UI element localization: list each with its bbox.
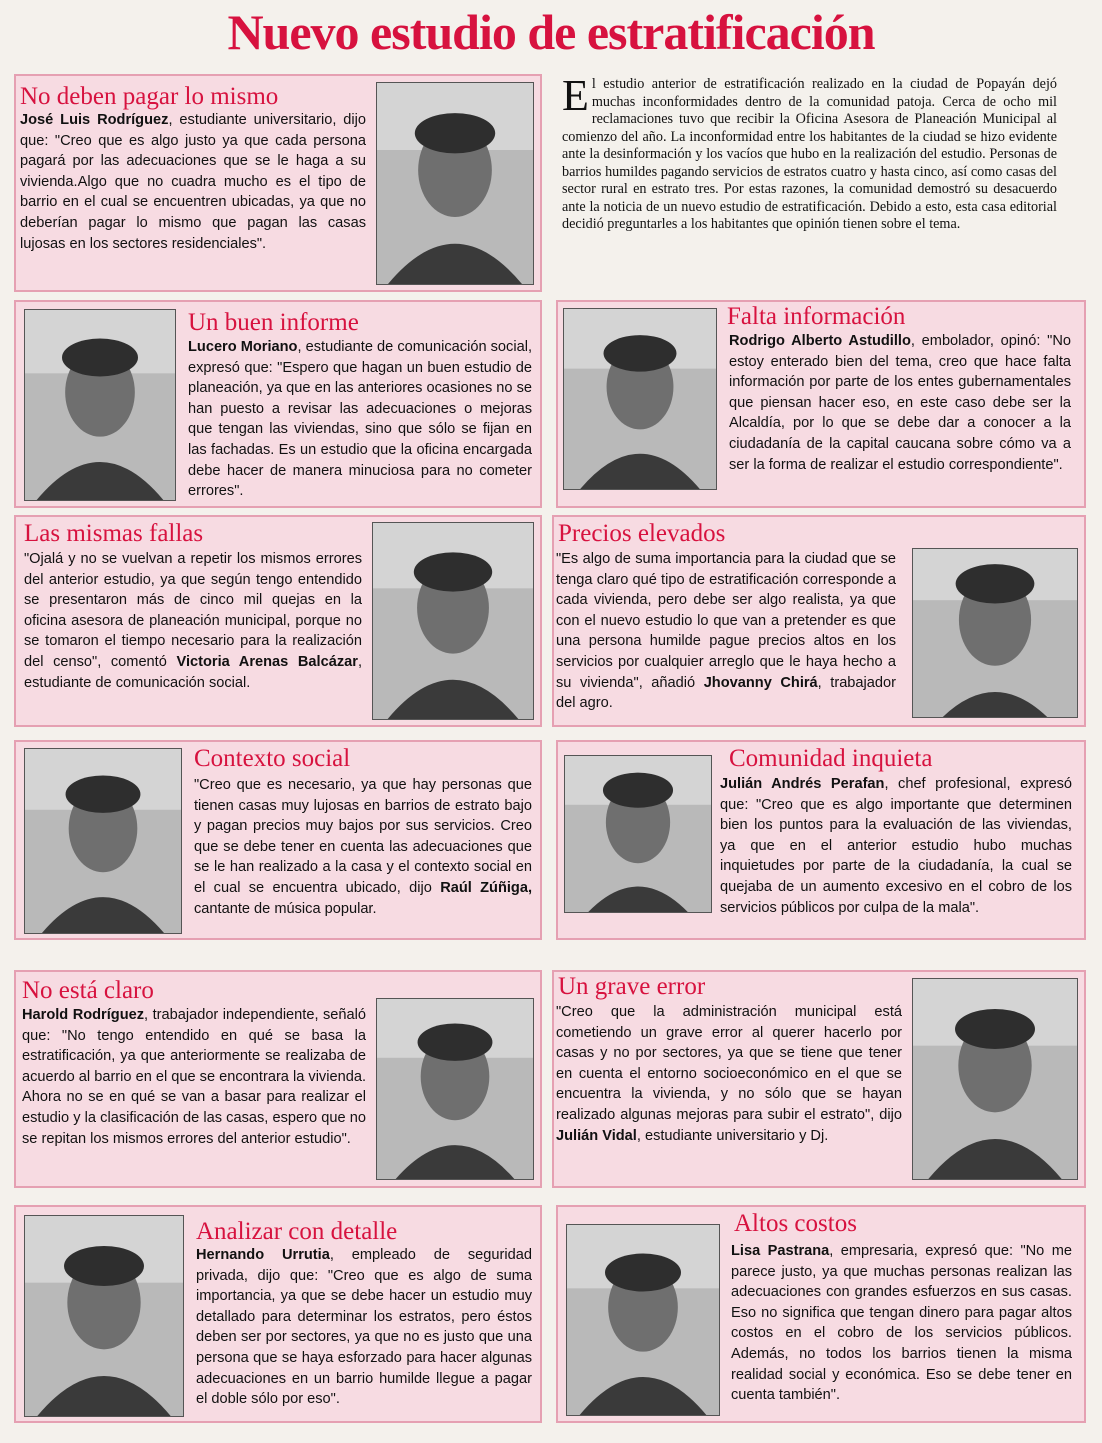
portrait-photo xyxy=(24,748,182,934)
person-name: Rodrigo Alberto Astudillo xyxy=(729,333,911,349)
person-name: Hernando Urrutia xyxy=(196,1247,330,1263)
intro-text: l estudio anterior de estratificación realizado en la ciudad de Popayán dejó muchas inconformidades dentro de la comunidad patoja. Cerca de ocho mil reclamaciones tuvo que recibir la Oficina Asesora de Planeación Municipal al comienzo del año. La inconformidad entre los habitantes de la ciudad se hizo evidente ante la desinformación y los vacíos que hubo en la realización del estudio. Personas de barrios humildes pagando servicios de estratos cuatro y hasta cinco, así como casas del sector rural en estrato tres. Por estas razones, la comunidad demostró su desacuerdo ante la noticia de un nuevo estudio de estratificación. Debido a esto, esta casa editorial decidió preguntarles a los habitantes que opinión tienen sobre el tema. xyxy=(562,76,1057,232)
opinion-text: "Ojalá y no se vuelvan a repetir los mismos errores del anterior estudio, ya que según tengo entendido se presentaron más de cinco mil quejas en la oficina asesora de planeación municipal, porque no se tomaron el tiempo necesario para la realización del censo", comentó Victoria Arenas Balcázar, estudiante de comunicación social. xyxy=(24,551,362,691)
opinion-title: No deben pagar lo mismo xyxy=(20,83,279,110)
person-name: Julián Vidal xyxy=(556,1127,637,1144)
opinion-title: No está claro xyxy=(22,977,154,1004)
opinion-text: Rodrigo Alberto Astudillo, embolador, opinó: "No estoy enterado bien del tema, creo que hace falta información por parte de los entes gubernamentales que piensan hacer eso, en este caso debe ser la Alcaldía, por lo que se debe dar a conocer a la ciudadanía de la capital caucana sobre cómo va a ser la forma de realizar el estudio correspondiente". xyxy=(729,333,1071,473)
opinion-text: "Creo que es necesario, ya que hay personas que tienen casas muy lujosas en barrios de estrato bajo y pagan precios muy bajos por sus servicios. Creo que se debe tener en cuenta las adecuaciones que se le han realizado a la casa y el contexto social en el cual se encuentra ubicado, dijo Raúl Zúñiga, cantante de música popular. xyxy=(194,777,532,917)
opinion-text: "Es algo de suma importancia para la ciudad que se tenga claro qué tipo de estratificación corresponde a cada vivienda, pero debe ser algo realista, ya que con el nuevo estudio lo que van a pretender es que una persona humilde pague precios altos en los servicios por cualquier arreglo que le haya hecho a su vivienda", añadió Jhovanny Chirá, trabajador del agro. xyxy=(556,551,896,712)
opinion-text: Lucero Moriano, estudiante de comunicación social, expresó que: "Espero que hagan un buen estudio de planeación, ya que en las anteriores ocasiones no se han puesto a revisar las adecuaciones o mejoras que tengan las viviendas, sino que sólo se fijan en las fachadas. Es un estudio que la oficina encargada debe hacer de manera minuciosa para no cometer errores". xyxy=(188,339,532,500)
opinion-title: Falta información xyxy=(727,303,906,330)
opinion-title: Comunidad inquieta xyxy=(729,745,933,772)
person-name: Lucero Moriano xyxy=(188,339,298,355)
portrait-photo xyxy=(912,548,1078,718)
portrait-photo xyxy=(912,978,1078,1180)
opinion-title: Las mismas fallas xyxy=(24,520,204,547)
opinion-title: Altos costos xyxy=(734,1210,857,1237)
person-name: Jhovanny Chirá xyxy=(703,674,818,691)
portrait-photo xyxy=(24,1215,184,1417)
opinion-text: Julián Andrés Perafan, chef profesional, expresó que: "Creo que es algo importante que determinen bien los puntos para la evaluación de las viviendas, ya que en el anterior estudio hubo muchas inquietudes por parte de la ciudadanía, la cual se quejaba de un aumento excesivo en el cobro de los servicios públicos por culpa de la mala". xyxy=(720,776,1072,916)
portrait-photo xyxy=(566,1224,720,1416)
opinion-text: Harold Rodríguez, trabajador independiente, señaló que: "No tengo entendido en qué se basa la estratificación, ya que anteriormente se realizaba de acuerdo al barrio en el que se encontrara la vivienda. Ahora no se en qué se van a basar para realizar el estudio y la clasificación de las casas, espero que no se repitan los mismos errores del anterior estudio". xyxy=(22,1007,366,1147)
person-name: Victoria Arenas Balcázar xyxy=(176,653,358,670)
opinion-text: Lisa Pastrana, empresaria, expresó que: "No me parece justo, ya que muchas personas realizan las adecuaciones con grandes esfuerzos en sus casas. Eso no significa que tengan dinero para pagar altos costos en el cobro de los servicios públicos. Además, no todos los barrios tienen la misma realidad social y económica. Eso se debe tener en cuenta también". xyxy=(731,1243,1072,1404)
opinion-title: Precios elevados xyxy=(558,520,726,547)
portrait-photo xyxy=(376,998,534,1180)
person-name: Harold Rodríguez xyxy=(22,1007,145,1023)
opinion-text: "Creo que la administración municipal está cometiendo un grave error al querer hacerlo por casas y no por sectores, ya que se tiene que tener en cuenta el entorno socioeconómico en el que se encuentra la vivienda, y no sólo que se hayan realizado algunas mejoras para subir el estrato", dijo Julián Vidal, estudiante universitario y Dj. xyxy=(556,1004,902,1144)
opinion-title: Un grave error xyxy=(558,973,706,1000)
opinion-text: José Luis Rodríguez, estudiante universitario, dijo que: "Creo que es algo justo ya que cada persona pagará por las adecuaciones que se le haga a su vivienda.Algo que no cuadra mucho es el tipo de barrio en el cual se encuentren ubicadas, ya que no deberían pagar lo mismo que pagan las casas lujosas en los sectores residenciales". xyxy=(20,112,367,252)
dropcap: E xyxy=(562,71,589,120)
portrait-photo xyxy=(376,82,534,285)
opinion-title: Un buen informe xyxy=(188,309,359,336)
headline: Nuevo estudio de estratificación xyxy=(227,4,875,60)
opinion-text: Hernando Urrutia, empleado de seguridad privada, dijo que: "Creo que es algo de suma importancia, ya que se debe hacer un estudio muy detallado para determinar los estratos, pero éstos deben ser por sectores, ya que no es justo que una persona que se haya esforzado para hacer algunas adecuaciones en un barrio humilde llegue a pagar el doble sólo por eso". xyxy=(196,1247,532,1408)
opinion-title: Analizar con detalle xyxy=(196,1218,398,1245)
intro-article xyxy=(562,71,1057,234)
portrait-photo xyxy=(24,309,176,501)
person-name: Lisa Pastrana xyxy=(731,1243,830,1259)
portrait-photo xyxy=(564,755,712,913)
person-name: Raúl Zúñiga, xyxy=(440,879,532,896)
person-name: José Luis Rodríguez xyxy=(20,112,169,128)
portrait-photo xyxy=(372,522,534,720)
opinion-title: Contexto social xyxy=(194,745,351,772)
person-name: Julián Andrés Perafan xyxy=(720,776,885,792)
portrait-photo xyxy=(563,308,717,490)
